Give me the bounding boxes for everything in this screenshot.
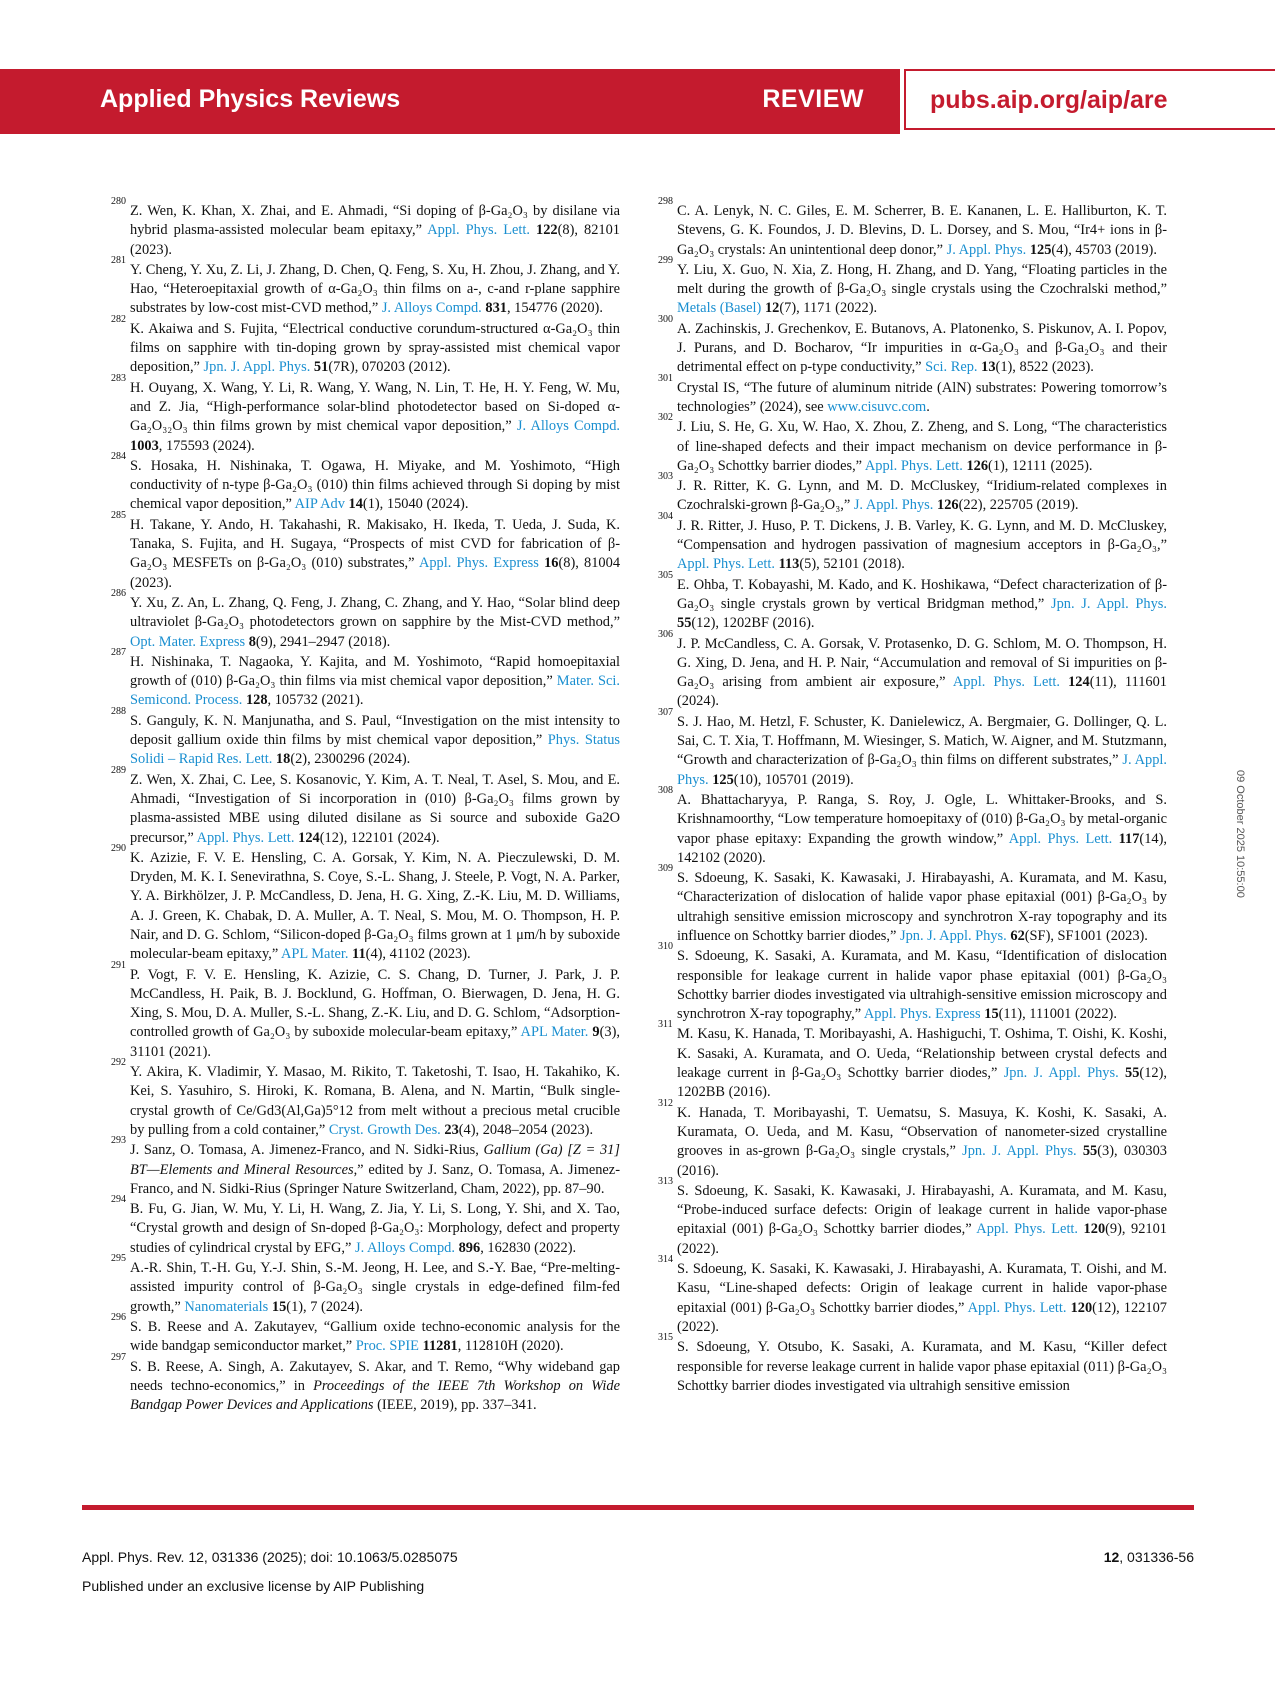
reference-number: 288: [111, 705, 126, 717]
journal-link[interactable]: Jpn. J. Appl. Phys.: [1050, 595, 1167, 612]
reference-text: (IEEE, 2019), pp. 337–341.: [373, 1397, 537, 1414]
reference-number: 284: [111, 450, 126, 462]
references-right-column: [658, 196, 1167, 1397]
journal-link[interactable]: Appl. Phys. Express: [863, 1006, 981, 1023]
reference-text: (14), 142102 (2020).: [677, 830, 1167, 866]
reference-text: Y. Liu, X. Guo, N. Xia, Z. Hong, H. Zhang, and D. Yang, “Floating particles in the melt during the growth of β-Ga₂O₃ single crystals using the Czochralski method,”: [677, 261, 1167, 298]
reference-text: C. A. Lenyk, N. C. Giles, E. M. Scherrer, B. E. Kananen, L. E. Halliburton, K. T. Stevens, G. K. Foundos, J. D. Blevins, D. L. Dorsey, and S. Mou, “Ir4+ ions in β-Ga₂O₃ crystals: An unintentional deep donor,”: [677, 203, 1167, 258]
reference-number: 306: [658, 628, 673, 640]
footer-page: , 031336-56: [1119, 1549, 1194, 1565]
reference-number: 285: [111, 509, 126, 521]
reference-text: , 112810H (2020).: [457, 1338, 564, 1355]
volume-number: 117: [1118, 830, 1140, 847]
journal-link[interactable]: Mater. Sci. Semicond. Process.: [130, 673, 620, 709]
reference-text: A. Bhattacharyya, P. Ranga, S. Roy, J. Ogle, L. Whittaker-Brooks, and S. Krishnamoorthy, “Low temperature homoepitaxy of (010) β-Ga₂O₃ by metal-organic vapor phase epitaxy: Expanding the growth window,”: [677, 791, 1167, 847]
download-timestamp: 09 October 2025 10:55:00: [1234, 770, 1246, 898]
reference-item: [111, 1057, 620, 1140]
volume-number: 125: [712, 771, 734, 788]
reference-number: 309: [658, 863, 673, 875]
reference-number: 297: [111, 1351, 126, 1363]
volume-number: 16: [544, 555, 559, 572]
reference-number: 302: [658, 412, 673, 424]
reference-number: 290: [111, 842, 126, 854]
journal-link[interactable]: Metals (Basel): [677, 300, 762, 317]
volume-number: 122: [536, 222, 558, 239]
reference-number: 310: [658, 941, 673, 953]
footer-volume: 12: [1103, 1549, 1120, 1565]
reference-text: (7), 1171 (2022).: [779, 300, 878, 317]
reference-text: Y. Akira, K. Vladimir, Y. Masao, M. Rikito, T. Taketoshi, T. Isao, H. Takahiko, K. Kei, S. Yasuhiro, S. Hiroki, K. Romana, B. Alena, and N. Martin, “Bulk single-crystal growth of Ce/Gd3(Al,Ga)5°12 from melt without a precious metal crucible by pulling from a cold container,”: [130, 1064, 620, 1138]
volume-number: 113: [778, 556, 800, 573]
volume-number: 126: [966, 457, 989, 474]
footer-citation: Appl. Phys. Rev. 12, 031336 (2025); doi: 10.1063/5.0285075: [82, 1549, 458, 1565]
reference-text: (3), 030303 (2016).: [677, 1143, 1167, 1179]
volume-number: 120: [1070, 1299, 1093, 1316]
reference-text: Z. Wen, X. Zhai, C. Lee, S. Kosanovic, Y. Kim, A. T. Neal, T. Asel, S. Mou, and E. Ahmadi, “Investigation of Si incorporation in (010) β-Ga₂O₃ films grown by plasma-assisted MBE using diluted disilane as Si source and suboxide Ga2O precursor,”: [130, 771, 620, 846]
reference-text: Z. Wen, K. Khan, X. Zhai, and E. Ahmadi, “Si doping of β-Ga₂O₃ by disilane via hybrid plasma-assisted molecular beam epitaxy,”: [130, 203, 620, 239]
journal-title: Applied Physics Reviews: [100, 85, 401, 113]
journal-link[interactable]: Appl. Phys. Lett.: [967, 1299, 1067, 1316]
reference-item: [658, 1254, 1167, 1337]
references-left-column: [111, 196, 621, 1416]
reference-text: K. Akaiwa and S. Fujita, “Electrical conductive corundum-structured α-Ga₂O₃ thin films on sapphire with tin-doping grown by spray-assisted mist chemical vapor deposition,”: [130, 320, 620, 376]
journal-link[interactable]: Appl. Phys. Lett.: [196, 829, 295, 846]
reference-number: 280: [111, 196, 126, 207]
section-label: REVIEW: [762, 85, 864, 113]
reference-text: Y. Cheng, Y. Xu, Z. Li, J. Zhang, D. Chen, Q. Feng, S. Xu, H. Zhou, J. Zhang, and Y. Hao, “Heteroepitaxial growth of α-Ga₂O₃ thin films on a-, c-and r-plane sapphire substrates by low-cost mist-CVD method,”: [130, 261, 620, 317]
reference-number: 282: [111, 313, 126, 325]
reference-text: (12), 1202BF (2016).: [691, 615, 815, 632]
journal-link[interactable]: J. Appl. Phys.: [677, 752, 1167, 788]
reference-text: S. Hosaka, H. Nishinaka, T. Ogawa, H. Miyake, and M. Yoshimoto, “High conductivity of n-type β-Ga₂O₃ (010) thin films achieved through Si doping by mist chemical vapor deposition,”: [130, 457, 620, 513]
book-title: Gallium (Ga) [Z = 31] BT—Elements and Mineral Resources: [130, 1142, 620, 1178]
reference-number: 314: [658, 1254, 673, 1266]
reference-number: 293: [111, 1135, 126, 1147]
reference-item: [658, 412, 1167, 476]
volume-number: 1003: [130, 437, 159, 454]
reference-number: 308: [658, 784, 673, 796]
volume-number: 15: [984, 1006, 999, 1023]
journal-link[interactable]: Phys. Status Solidi – Rapid Res. Lett.: [130, 732, 621, 768]
reference-text: (8), 82101 (2023).: [130, 222, 620, 258]
reference-text: (12), 122107 (2022).: [677, 1299, 1167, 1335]
reference-text: K. Hanada, T. Moribayashi, T. Uematsu, S. Masuya, K. Koshi, K. Sasaki, A. Kuramata, O. Ueda, and M. Kasu, “Observation of nanometer-sized crystalline grooves in as-grown β-Ga₂O₃ single crystals,”: [677, 1104, 1167, 1160]
book-title: Proceedings of the IEEE 7th Workshop on Wide Bandgap Power Devices and Applications: [130, 1377, 621, 1414]
reference-item: [111, 959, 620, 1062]
reference-number: 296: [111, 1311, 126, 1323]
reference-number: 292: [111, 1057, 126, 1069]
reference-number: 313: [658, 1175, 673, 1187]
reference-text: S. Sdoeung, K. Sasaki, A. Kuramata, and M. Kasu, “Identification of dislocation responsible for leakage current in halide vapor phase epitaxial (001) β-Ga₂O₃ Schottky barrier diodes investigated via ultrahigh-sensitive emission microscopy and synchrotron X-ray topography,”: [677, 948, 1167, 1023]
reference-number: 301: [658, 372, 673, 384]
reference-text: H. Nishinaka, T. Nagaoka, Y. Kajita, and M. Yoshimoto, “Rapid homoepitaxial growth of (010) β-Ga₂O₃ thin films via mist chemical vapor deposition,”: [130, 653, 620, 690]
journal-link[interactable]: Proc. SPIE: [355, 1338, 419, 1355]
reference-number: 299: [658, 254, 673, 266]
volume-number: 124: [1068, 674, 1090, 691]
journal-banner: [0, 69, 900, 134]
reference-text: (7R), 070203 (2012).: [328, 359, 451, 376]
reference-text: S. Sdoeung, K. Sasaki, K. Kawasaki, J. Hirabayashi, A. Kuramata, and M. Kasu, “Characterization of dislocation of halide vapor phase epitaxial (001) β-Ga₂O₃ by ultrahigh sensitive emission microscopy and synchrotron X-ray topography and its influence on Schottky barrier diodes,”: [677, 870, 1167, 944]
reference-text: S. Sdoeung, K. Sasaki, K. Kawasaki, J. Hirabayashi, A. Kuramata, and M. Kasu, “Probe-induced surface defects: Origin of leakage current in halide vapor-phase epitaxial (001) β-Ga₂O₃ Schottky barrier diodes,”: [677, 1182, 1167, 1238]
journal-link[interactable]: Appl. Phys. Lett.: [976, 1221, 1079, 1238]
reference-number: 298: [658, 196, 673, 207]
journal-link[interactable]: Jpn. J. Appl. Phys.: [962, 1143, 1077, 1160]
reference-text: , 154776 (2020).: [506, 300, 603, 317]
journal-link[interactable]: Sci. Rep.: [925, 359, 978, 376]
journal-link[interactable]: Appl. Phys. Lett.: [864, 457, 963, 474]
reference-number: 307: [658, 706, 673, 718]
reference-number: 287: [111, 646, 126, 658]
reference-text: (1), 8522 (2023).: [995, 359, 1094, 376]
volume-number: 51: [313, 359, 329, 376]
reference-number: 294: [111, 1194, 126, 1206]
journal-link[interactable]: Appl. Phys. Lett.: [677, 556, 775, 573]
journal-link[interactable]: J. Appl. Phys.: [853, 497, 934, 514]
journal-link[interactable]: Nanomaterials: [184, 1298, 269, 1315]
reference-text: H. Takane, Y. Ando, H. Takahashi, R. Makisako, H. Ikeda, T. Ueda, J. Suda, K. Tanaka, S. Fujita, and H. Sugaya, “Prospects of mist CVD for fabrication of β-Ga₂O₃ MESFETs on β-Ga₂O₃ (010) substrates,”: [130, 516, 620, 572]
journal-link[interactable]: APL Mater.: [281, 946, 349, 963]
reference-text: S. B. Reese and A. Zakutayev, “Gallium oxide techno-economic analysis for the wide bandgap semiconductor market,”: [130, 1318, 620, 1355]
reference-text: , 162830 (2022).: [480, 1239, 577, 1256]
volume-number: 831: [485, 300, 507, 317]
volume-number: 55: [1082, 1143, 1098, 1160]
journal-link[interactable]: Appl. Phys. Lett.: [952, 674, 1060, 691]
reference-text: Crystal IS, “The future of aluminum nitride (AlN) substrates: Powering tomorrow’s technologies” (2024), see: [677, 379, 1167, 415]
reference-text: J. R. Ritter, K. G. Lynn, and M. D. McCluskey, “Iridium-related complexes in Czochralski-grown β-Ga₂O₃,”: [677, 478, 1167, 514]
journal-link[interactable]: J. Alloys Compd.: [516, 418, 620, 435]
reference-item: [111, 1351, 621, 1416]
reference-text: J. Sanz, O. Tomasa, A. Jimenez-Franco, and N. Sidki-Rius,: [130, 1142, 484, 1159]
reference-number: 283: [111, 372, 126, 384]
journal-link[interactable]: Cryst. Growth Des.: [328, 1121, 441, 1138]
reference-item: [658, 863, 1167, 946]
reference-text: (1), 12111 (2025).: [988, 457, 1093, 474]
volume-number: 15: [271, 1298, 287, 1315]
reference-text: (4), 2048–2054 (2023).: [458, 1121, 594, 1138]
reference-text: ,” edited by J. Sanz, O. Tomasa, A. Jimenez-Franco, and N. Sidki-Rius (Springer Nature Switzerland, Cham, 2022), pp. 87–90.: [130, 1161, 620, 1197]
reference-item: [658, 1175, 1167, 1259]
volume-number: 62: [1010, 927, 1025, 944]
volume-number: 896: [458, 1239, 481, 1256]
reference-text: Y. Xu, Z. An, L. Zhang, Q. Feng, J. Zhang, C. Zhang, and Y. Hao, “Solar blind deep ultraviolet β-Ga₂O₃ photodetectors grown on sapphire by the Mist-CVD method,”: [130, 594, 620, 631]
volume-number: 128: [245, 692, 268, 709]
reference-text: (SF), SF1001 (2023).: [1024, 927, 1148, 944]
reference-number: 312: [658, 1097, 673, 1109]
journal-link[interactable]: Opt. Mater. Express: [130, 633, 246, 650]
volume-number: 13: [981, 359, 996, 376]
reference-text: (10), 105701 (2019).: [733, 771, 854, 788]
volume-number: 55: [1125, 1065, 1140, 1082]
volume-number: 55: [677, 615, 692, 632]
reference-text: .: [926, 398, 930, 415]
reference-text: (1), 7 (2024).: [286, 1298, 364, 1315]
journal-link[interactable]: J. Alloys Compd.: [355, 1239, 455, 1256]
reference-text: M. Kasu, K. Hanada, T. Moribayashi, A. Hashiguchi, T. Oshima, T. Oishi, K. Koshi, K. Sasaki, A. Kuramata, and O. Ueda, “Relationship between crystal defects and leakage current in β-Ga₂O₃ Schottky barrier diodes,”: [677, 1026, 1167, 1082]
volume-number: 11: [352, 946, 366, 963]
reference-number: 300: [658, 313, 673, 325]
volume-number: 125: [1029, 241, 1052, 258]
volume-number: 120: [1083, 1221, 1106, 1238]
reference-text: P. Vogt, F. V. E. Hensling, K. Azizie, C. S. Chang, D. Turner, J. Park, J. P. McCandless, H. Paik, B. J. Bocklund, G. Hoffman, O. Bierwagen, D. Jena, H. G. Xing, S. Mou, D. A. Muller, S.-L. Shang, Z.-K. Liu, and D. G. Schlom, “Adsorption-controlled growth of Ga₂O₃ by suboxide molecular-beam epitaxy,”: [130, 966, 620, 1041]
reference-number: 295: [111, 1253, 126, 1265]
journal-link[interactable]: APL Mater.: [520, 1024, 589, 1041]
journal-link[interactable]: J. Alloys Compd.: [381, 300, 482, 317]
journal-link[interactable]: AIP Adv: [294, 496, 345, 513]
reference-number: 305: [658, 569, 673, 581]
journal-link[interactable]: J. Appl. Phys.: [946, 241, 1027, 258]
reference-text: J. Liu, S. He, G. Xu, W. Hao, X. Zhou, Z. Zheng, and S. Long, “The characteristics of line-shaped defects and their impact mechanism on device performance in β-Ga₂O₃ Schottky barrier diodes,”: [677, 419, 1167, 474]
reference-number: 289: [111, 764, 126, 776]
journal-link[interactable]: www.cisuvc.com: [827, 398, 927, 415]
reference-text: (1), 15040 (2024).: [362, 496, 469, 513]
journal-link[interactable]: Appl. Phys. Lett.: [427, 222, 531, 239]
journal-link[interactable]: Appl. Phys. Lett.: [1008, 830, 1113, 847]
footer-page-number: [1104, 1549, 1194, 1565]
reference-text: (4), 41102 (2023).: [365, 946, 471, 963]
journal-link[interactable]: Jpn. J. Appl. Phys.: [900, 927, 1007, 944]
reference-text: J. R. Ritter, J. Huso, P. T. Dickens, J. B. Varley, K. G. Lynn, and M. D. McCluskey, “Compensation and hydrogen passivation of magnesium acceptors in β-Ga₂O₃,”: [677, 517, 1167, 554]
reference-number: 315: [658, 1332, 673, 1344]
footer-license: Published under an exclusive license by AIP Publishing: [82, 1578, 425, 1594]
reference-text: (22), 225705 (2019).: [958, 497, 1079, 514]
volume-number: 18: [275, 751, 291, 768]
reference-text: S. B. Reese, A. Singh, A. Zakutayev, S. Akar, and T. Remo, “Why wideband gap needs techno-economics,” in: [130, 1358, 620, 1394]
reference-number: 304: [658, 510, 673, 522]
reference-text: (12), 1202BB (2016).: [677, 1065, 1167, 1101]
reference-text: S. Sdoeung, K. Sasaki, K. Kawasaki, J. Hirabayashi, A. Kuramata, T. Oishi, and M. Kasu, “Line-shaped defects: Origin of leakage current in halide vapor-phase epitaxial (001) β-Ga₂O₃ Schottky barrier diodes,”: [677, 1261, 1167, 1316]
volume-number: 14: [348, 496, 363, 513]
reference-item: [658, 941, 1167, 1024]
reference-item: [658, 1019, 1167, 1102]
reference-number: 291: [111, 959, 126, 971]
journal-url-link[interactable]: pubs.aip.org/aip/are: [930, 86, 1168, 114]
reference-text: (8), 81004 (2023).: [130, 555, 621, 591]
reference-text: , 105732 (2021).: [267, 692, 364, 709]
reference-text: S. J. Hao, M. Hetzl, F. Schuster, K. Danielewicz, A. Bergmaier, G. Dollinger, Q. L. Sai, C. T. Xia, T. Hoffmann, M. Wiesinger, S. Matich, W. Aigner, and M. Stutzmann, “Growth and characterization of β-Ga₂O₃ thin films on different substrates,”: [677, 713, 1167, 769]
journal-url-box[interactable]: [904, 69, 1275, 130]
reference-text: J. P. McCandless, C. A. Gorsak, V. Protasenko, D. G. Schlom, M. O. Thompson, H. G. Xing, D. Jena, and H. P. Nair, “Accumulation and removal of Si impurities on β-Ga₂O₃ arising from ambient air exposure,”: [677, 635, 1167, 691]
volume-number: 9: [592, 1024, 600, 1041]
reference-number: 286: [111, 587, 126, 599]
reference-text: S. Sdoeung, Y. Otsubo, K. Sasaki, A. Kuramata, and M. Kasu, “Killer defect responsible for reverse leakage current in halide vapor phase epitaxial (011) β-Ga₂O₃ Schottky barrier diodes investigated via ultrahigh sensitive emission: [677, 1339, 1167, 1394]
volume-number: 12: [764, 300, 780, 317]
reference-text: (9), 2941–2947 (2018).: [255, 633, 391, 650]
volume-number: 126: [937, 497, 959, 514]
volume-number: 124: [298, 829, 320, 846]
footer-rule: [82, 1505, 1194, 1510]
volume-number: 11281: [422, 1338, 458, 1355]
reference-text: (11), 111601 (2024).: [677, 674, 1167, 710]
reference-number: 311: [658, 1019, 673, 1031]
reference-text: (12), 122101 (2024).: [319, 829, 440, 846]
reference-number: 303: [658, 471, 673, 483]
reference-number: 281: [111, 254, 126, 266]
reference-text: E. Ohba, T. Kobayashi, M. Kado, and K. Hoshikawa, “Defect characterization of β-Ga₂O₃ single crystals grown by vertical Bridgman method,”: [677, 576, 1167, 612]
reference-text: S. Ganguly, K. N. Manjunatha, and S. Paul, “Investigation on the mist intensity to deposit gallium oxide thin films by mist chemical vapor deposition,”: [130, 712, 620, 749]
reference-item: [658, 1332, 1167, 1396]
volume-number: 8: [248, 633, 256, 650]
reference-item: [111, 1194, 620, 1258]
reference-text: (3), 31101 (2021).: [130, 1024, 620, 1060]
reference-text: (2), 2300296 (2024).: [290, 751, 411, 768]
reference-text: H. Ouyang, X. Wang, Y. Li, R. Wang, Y. Wang, N. Lin, T. He, H. Y. Feng, W. Mu, and Z. Jia, “High-performance solar-blind photodetector based on Si-doped α-Ga₂O₃₂O₃ thin films grown by mist chemical vapor deposition,”: [130, 379, 620, 435]
volume-number: 23: [444, 1121, 459, 1138]
reference-text: (9), 92101 (2022).: [677, 1221, 1167, 1257]
reference-item: [658, 784, 1167, 868]
reference-text: (11), 111001 (2022).: [998, 1006, 1117, 1023]
reference-text: A.-R. Shin, T.-H. Gu, Y.-J. Shin, S.-M. Jeong, H. Lee, and S.-Y. Bae, “Pre-melting-assisted impurity control of β-Ga₂O₃ single crystals in edge-defined film-fed growth,”: [130, 1260, 620, 1315]
journal-link[interactable]: Appl. Phys. Express: [418, 555, 539, 572]
reference-text: , 175593 (2024).: [158, 437, 255, 454]
reference-text: (4), 45703 (2019).: [1051, 241, 1157, 258]
reference-text: B. Fu, G. Jian, W. Mu, Y. Li, H. Wang, Z. Jia, Y. Li, S. Long, Y. Shi, and X. Tao, “Crystal growth and design of Sn-doped β-Ga₂O₃: Morphology, defect and property studies of cylindrical crystal by EFG,”: [130, 1201, 620, 1256]
journal-link[interactable]: Jpn. J. Appl. Phys.: [203, 359, 311, 376]
reference-text: K. Azizie, F. V. E. Hensling, C. A. Gorsak, Y. Kim, N. A. Pieczulewski, D. M. Dryden, M. K. I. Senevirathna, S. Coye, S.-L. Shang, J. Steele, P. Vogt, N. A. Parker, Y. A. Birkhölzer, J. P. McCandless, D. Jena, H. G. Xing, Z.-K. Liu, M. D. Williams, A. J. Green, K. Chabak, D. A. Muller, A. T. Neal, S. Mou, M. O. Thompson, H. P. Nair, and D. G. Schlom, “Silicon-doped β-Ga₂O₃ films grown at 1 μm/h by suboxide molecular-beam epitaxy,”: [130, 849, 620, 963]
reference-text: (5), 52101 (2018).: [799, 556, 905, 573]
reference-text: [1060, 674, 1068, 690]
reference-text: A. Zachinskis, J. Grechenkov, E. Butanovs, A. Platonenko, S. Piskunov, A. I. Popov, J. Purans, and D. Bocharov, “Ir impurities in α-Ga₂O₃ and β-Ga₂O₃ and their detrimental effect on p-type conductivity,”: [677, 320, 1167, 376]
reference-item: [111, 1135, 620, 1199]
journal-link[interactable]: Jpn. J. Appl. Phys.: [1003, 1065, 1119, 1082]
